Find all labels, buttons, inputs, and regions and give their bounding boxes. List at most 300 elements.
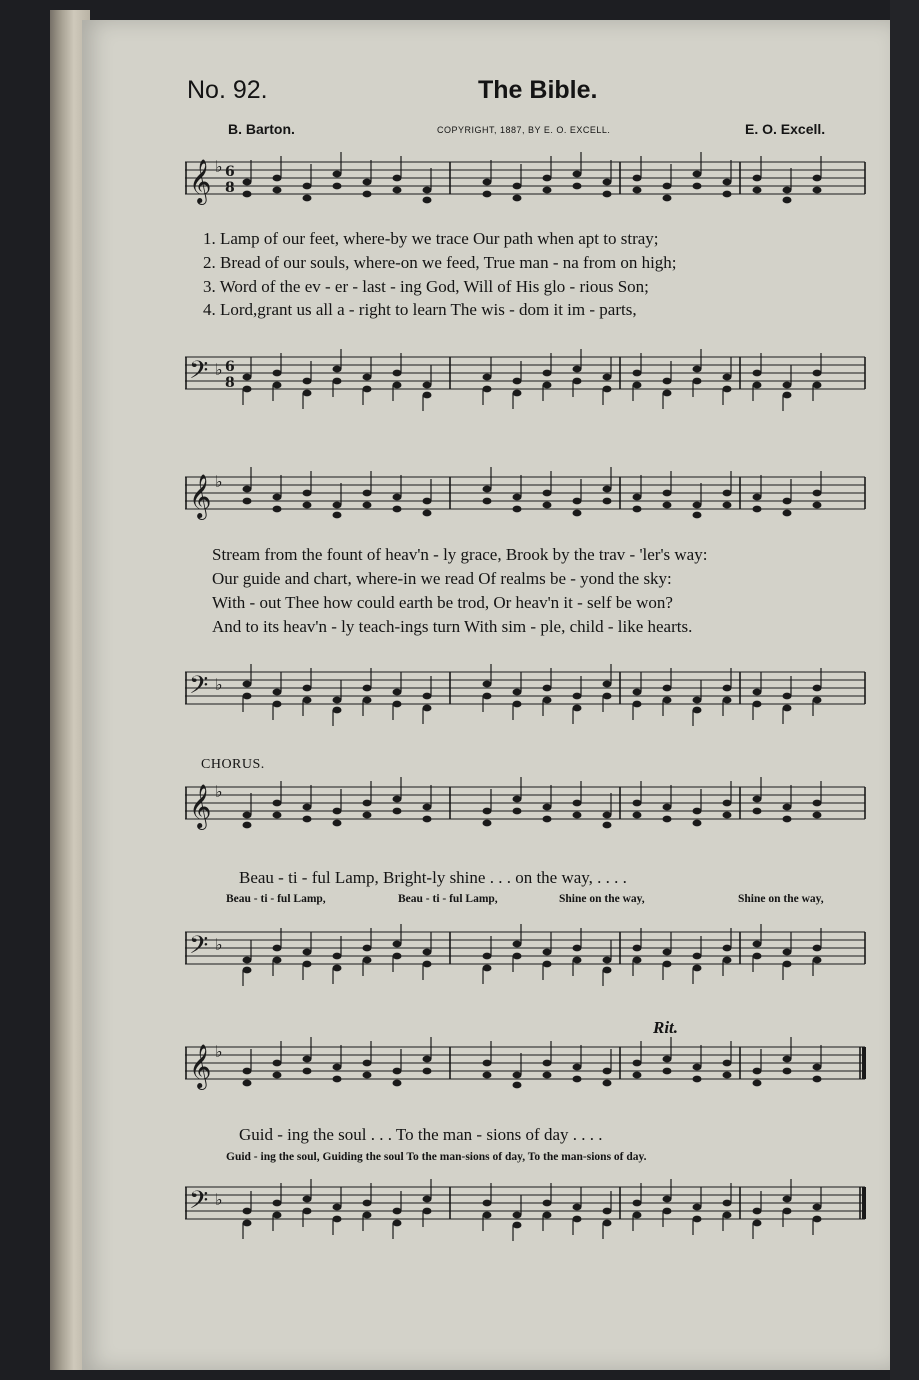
- bass-staff-chorus-2: [185, 1175, 875, 1245]
- note-head: [483, 965, 492, 972]
- note-head: [633, 945, 642, 952]
- chorus-echo-1c: Shine on the way,: [559, 893, 645, 905]
- note-head: [603, 386, 612, 393]
- note-head: [273, 1212, 282, 1219]
- note-head: [783, 1056, 792, 1063]
- bass-clef-icon: 𝄢: [189, 931, 209, 966]
- note-head: [573, 498, 582, 505]
- note-head: [813, 175, 822, 182]
- note-head: [483, 820, 492, 827]
- note-head: [513, 506, 522, 513]
- flat-key-signature-icon: ♭: [215, 157, 223, 176]
- note-head: [423, 705, 432, 712]
- note-head: [753, 382, 762, 389]
- note-head: [333, 820, 342, 827]
- chorus-echo-1b: Beau - ti - ful Lamp,: [398, 893, 498, 905]
- note-head: [813, 800, 822, 807]
- note-head: [303, 183, 312, 190]
- note-head: [513, 390, 522, 397]
- note-head: [363, 685, 372, 692]
- note-head: [663, 1068, 672, 1075]
- note-head: [273, 187, 282, 194]
- note-head: [393, 370, 402, 377]
- note-head: [663, 697, 672, 704]
- treble-staff-chorus-2: [185, 1035, 875, 1105]
- note-head: [543, 175, 552, 182]
- flat-key-signature-icon: ♭: [215, 782, 223, 801]
- note-head: [483, 179, 492, 186]
- note-head: [333, 808, 342, 815]
- note-head: [813, 812, 822, 819]
- note-head: [543, 685, 552, 692]
- words-credit: B. Barton.: [228, 121, 295, 137]
- note-head: [273, 689, 282, 696]
- time-signature-top: 6: [225, 164, 235, 180]
- note-head: [573, 171, 582, 178]
- note-head: [783, 392, 792, 399]
- note-head: [513, 494, 522, 501]
- note-head: [723, 957, 732, 964]
- note-head: [423, 382, 432, 389]
- note-head: [243, 1220, 252, 1227]
- bass-clef-icon: 𝄢: [189, 671, 209, 706]
- note-head: [513, 1072, 522, 1079]
- note-head: [363, 179, 372, 186]
- note-head: [693, 502, 702, 509]
- note-head: [663, 490, 672, 497]
- note-head: [633, 1212, 642, 1219]
- note-head: [693, 697, 702, 704]
- note-head: [543, 1200, 552, 1207]
- note-head: [243, 386, 252, 393]
- note-head: [573, 378, 582, 385]
- note-head: [753, 808, 762, 815]
- note-head: [483, 693, 492, 700]
- note-head: [243, 498, 252, 505]
- treble-staff-chorus-1: [185, 775, 875, 845]
- note-head: [753, 941, 762, 948]
- note-head: [723, 685, 732, 692]
- note-head: [303, 490, 312, 497]
- note-head: [333, 378, 342, 385]
- flat-key-signature-icon: ♭: [215, 1190, 223, 1209]
- note-head: [783, 1068, 792, 1075]
- note-head: [813, 685, 822, 692]
- note-head: [393, 382, 402, 389]
- note-head: [753, 689, 762, 696]
- note-head: [243, 1080, 252, 1087]
- note-head: [783, 1208, 792, 1215]
- hymn-number: No. 92.: [187, 76, 268, 104]
- note-head: [363, 374, 372, 381]
- verse-4-line-1: 4. Lord,grant us all a - right to learn The wis - dom it im - parts,: [203, 300, 637, 319]
- ritardando-marking: Rit.: [653, 1018, 679, 1037]
- note-head: [603, 1208, 612, 1215]
- note-head: [813, 187, 822, 194]
- treble-staff-system-2: [185, 465, 875, 535]
- note-head: [723, 1200, 732, 1207]
- note-head: [603, 1068, 612, 1075]
- note-head: [723, 502, 732, 509]
- note-head: [663, 183, 672, 190]
- note-head: [393, 1080, 402, 1087]
- note-head: [273, 812, 282, 819]
- note-head: [393, 796, 402, 803]
- note-head: [663, 378, 672, 385]
- verse-2-line-1: 2. Bread of our souls, where-on we feed, True man - na from on high;: [203, 253, 677, 272]
- note-head: [783, 510, 792, 517]
- note-head: [723, 374, 732, 381]
- note-head: [273, 945, 282, 952]
- bass-staff-system-1: [185, 345, 875, 415]
- note-head: [663, 685, 672, 692]
- note-head: [423, 816, 432, 823]
- verse-1-line-1: 1. Lamp of our feet, where-by we trace Our path when apt to stray;: [203, 229, 659, 248]
- note-head: [363, 1212, 372, 1219]
- note-head: [693, 808, 702, 815]
- note-head: [603, 812, 612, 819]
- note-head: [753, 1080, 762, 1087]
- note-head: [273, 1060, 282, 1067]
- note-head: [333, 1204, 342, 1211]
- note-head: [513, 1212, 522, 1219]
- final-bar-line: [862, 1047, 866, 1079]
- note-head: [363, 1060, 372, 1067]
- note-head: [333, 965, 342, 972]
- chorus-lyrics-1: Beau - ti - ful Lamp, Bright-ly shine . . . on the way, . . . .: [239, 868, 627, 887]
- note-head: [693, 183, 702, 190]
- note-head: [333, 953, 342, 960]
- note-head: [243, 179, 252, 186]
- note-head: [633, 1200, 642, 1207]
- note-head: [543, 961, 552, 968]
- note-head: [693, 366, 702, 373]
- bass-staff-system-2: [185, 660, 875, 730]
- note-head: [633, 812, 642, 819]
- note-head: [273, 800, 282, 807]
- note-head: [423, 498, 432, 505]
- note-head: [363, 945, 372, 952]
- note-head: [573, 957, 582, 964]
- verse-3-line-2: With - out Thee how could earth be trod, Or heav'n it - self be won?: [212, 593, 673, 612]
- note-head: [393, 187, 402, 194]
- note-head: [393, 941, 402, 948]
- note-head: [723, 1212, 732, 1219]
- chorus-echo-2: Guid - ing the soul, Guiding the soul To the man-sions of day, To the man-sions of day.: [226, 1151, 647, 1163]
- note-head: [633, 1060, 642, 1067]
- note-head: [303, 195, 312, 202]
- note-head: [303, 1068, 312, 1075]
- note-head: [483, 1072, 492, 1079]
- note-head: [423, 1196, 432, 1203]
- note-head: [693, 953, 702, 960]
- note-head: [483, 486, 492, 493]
- note-head: [303, 685, 312, 692]
- note-head: [783, 1196, 792, 1203]
- note-head: [813, 490, 822, 497]
- note-head: [783, 961, 792, 968]
- note-head: [813, 1076, 822, 1083]
- note-head: [243, 374, 252, 381]
- note-head: [393, 689, 402, 696]
- note-head: [513, 701, 522, 708]
- note-head: [603, 498, 612, 505]
- note-head: [693, 965, 702, 972]
- verse-4-line-2: And to its heav'n - ly teach-ings turn With sim - ple, child - like hearts.: [212, 617, 693, 636]
- note-head: [573, 800, 582, 807]
- note-head: [693, 378, 702, 385]
- note-head: [753, 1068, 762, 1075]
- note-head: [813, 957, 822, 964]
- note-head: [363, 1072, 372, 1079]
- note-head: [603, 822, 612, 829]
- treble-clef-icon: 𝄞: [189, 474, 212, 518]
- chorus-lyrics-2: Guid - ing the soul . . . To the man - sions of day . . . .: [239, 1125, 603, 1144]
- note-head: [243, 1068, 252, 1075]
- note-head: [273, 506, 282, 513]
- note-head: [273, 175, 282, 182]
- note-head: [333, 512, 342, 519]
- note-head: [483, 498, 492, 505]
- note-head: [543, 382, 552, 389]
- note-head: [423, 693, 432, 700]
- note-head: [783, 498, 792, 505]
- hymn-title: The Bible.: [478, 76, 598, 104]
- note-head: [363, 1200, 372, 1207]
- note-head: [633, 494, 642, 501]
- treble-clef-icon: 𝄞: [189, 1044, 212, 1088]
- note-head: [333, 366, 342, 373]
- note-head: [483, 808, 492, 815]
- note-head: [723, 1072, 732, 1079]
- note-head: [753, 1208, 762, 1215]
- note-head: [273, 957, 282, 964]
- bass-clef-icon: 𝄢: [189, 356, 209, 391]
- note-head: [273, 382, 282, 389]
- note-head: [483, 1060, 492, 1067]
- note-head: [663, 961, 672, 968]
- note-head: [543, 949, 552, 956]
- note-head: [423, 1056, 432, 1063]
- note-head: [363, 697, 372, 704]
- note-head: [303, 378, 312, 385]
- note-head: [603, 957, 612, 964]
- note-head: [813, 945, 822, 952]
- note-head: [633, 382, 642, 389]
- note-head: [693, 1064, 702, 1071]
- verse-1-line-2: Stream from the fount of heav'n - ly grace, Brook by the trav - 'ler's way:: [212, 545, 708, 564]
- note-head: [753, 370, 762, 377]
- note-head: [633, 370, 642, 377]
- note-head: [363, 957, 372, 964]
- note-head: [753, 175, 762, 182]
- note-head: [513, 183, 522, 190]
- note-head: [243, 486, 252, 493]
- note-head: [603, 486, 612, 493]
- note-head: [333, 1076, 342, 1083]
- note-head: [783, 197, 792, 204]
- note-head: [303, 949, 312, 956]
- note-head: [303, 961, 312, 968]
- note-head: [603, 693, 612, 700]
- note-head: [483, 386, 492, 393]
- note-head: [513, 378, 522, 385]
- note-head: [513, 796, 522, 803]
- note-head: [753, 187, 762, 194]
- note-head: [363, 800, 372, 807]
- note-head: [723, 191, 732, 198]
- note-head: [663, 1056, 672, 1063]
- note-head: [573, 705, 582, 712]
- note-head: [753, 953, 762, 960]
- note-head: [663, 804, 672, 811]
- note-head: [513, 808, 522, 815]
- note-head: [603, 681, 612, 688]
- note-head: [723, 1060, 732, 1067]
- note-head: [483, 1200, 492, 1207]
- note-head: [393, 808, 402, 815]
- note-head: [363, 191, 372, 198]
- note-head: [783, 949, 792, 956]
- note-head: [543, 1072, 552, 1079]
- note-head: [753, 506, 762, 513]
- verse-3-line-1: 3. Word of the ev - er - last - ing God, Will of His glo - rious Son;: [203, 277, 649, 296]
- note-head: [693, 1076, 702, 1083]
- chorus-echo-1a: Beau - ti - ful Lamp,: [226, 893, 326, 905]
- note-head: [633, 957, 642, 964]
- note-head: [633, 1072, 642, 1079]
- note-head: [633, 701, 642, 708]
- final-bar-line: [862, 1187, 866, 1219]
- flat-key-signature-icon: ♭: [215, 1042, 223, 1061]
- note-head: [603, 191, 612, 198]
- note-head: [543, 816, 552, 823]
- note-head: [483, 374, 492, 381]
- note-head: [573, 693, 582, 700]
- note-head: [573, 183, 582, 190]
- note-head: [273, 1072, 282, 1079]
- note-head: [783, 693, 792, 700]
- note-head: [633, 175, 642, 182]
- note-head: [303, 816, 312, 823]
- note-head: [813, 382, 822, 389]
- note-head: [723, 179, 732, 186]
- note-head: [513, 953, 522, 960]
- note-head: [543, 502, 552, 509]
- note-head: [483, 953, 492, 960]
- flat-key-signature-icon: ♭: [215, 360, 223, 379]
- note-head: [273, 1200, 282, 1207]
- note-head: [423, 510, 432, 517]
- note-head: [783, 382, 792, 389]
- note-head: [483, 1212, 492, 1219]
- note-head: [813, 502, 822, 509]
- note-head: [753, 1220, 762, 1227]
- note-head: [813, 370, 822, 377]
- note-head: [243, 822, 252, 829]
- note-head: [753, 494, 762, 501]
- note-head: [573, 1064, 582, 1071]
- note-head: [303, 390, 312, 397]
- note-head: [243, 1208, 252, 1215]
- note-head: [243, 812, 252, 819]
- note-head: [243, 967, 252, 974]
- note-head: [363, 812, 372, 819]
- note-head: [483, 191, 492, 198]
- note-head: [603, 179, 612, 186]
- note-head: [723, 945, 732, 952]
- note-head: [603, 1080, 612, 1087]
- flat-key-signature-icon: ♭: [215, 935, 223, 954]
- note-head: [573, 1204, 582, 1211]
- note-head: [333, 1064, 342, 1071]
- note-head: [243, 681, 252, 688]
- chorus-label: CHORUS.: [201, 757, 265, 772]
- note-head: [303, 1056, 312, 1063]
- copyright-notice: COPYRIGHT, 1887, BY E. O. EXCELL.: [437, 125, 611, 135]
- note-head: [423, 804, 432, 811]
- note-head: [423, 197, 432, 204]
- note-head: [333, 502, 342, 509]
- note-head: [513, 941, 522, 948]
- note-head: [543, 697, 552, 704]
- note-head: [243, 693, 252, 700]
- note-head: [423, 1068, 432, 1075]
- treble-staff-system-1: [185, 150, 875, 220]
- note-head: [573, 1076, 582, 1083]
- note-head: [633, 506, 642, 513]
- note-head: [543, 370, 552, 377]
- note-head: [723, 812, 732, 819]
- note-head: [483, 681, 492, 688]
- note-head: [423, 949, 432, 956]
- note-head: [813, 697, 822, 704]
- note-head: [363, 490, 372, 497]
- note-head: [543, 1060, 552, 1067]
- note-head: [543, 490, 552, 497]
- note-head: [273, 701, 282, 708]
- music-credit: E. O. Excell.: [745, 121, 826, 137]
- note-head: [663, 195, 672, 202]
- note-head: [423, 1208, 432, 1215]
- note-head: [723, 490, 732, 497]
- note-head: [693, 820, 702, 827]
- note-head: [393, 506, 402, 513]
- note-head: [333, 707, 342, 714]
- note-head: [393, 494, 402, 501]
- time-signature-bottom: 8: [225, 180, 235, 196]
- note-head: [513, 689, 522, 696]
- flat-key-signature-icon: ♭: [215, 472, 223, 491]
- treble-clef-icon: 𝄞: [189, 784, 212, 828]
- note-head: [363, 386, 372, 393]
- bass-staff-chorus-1: [185, 920, 875, 990]
- note-head: [783, 705, 792, 712]
- note-head: [303, 697, 312, 704]
- note-head: [303, 1196, 312, 1203]
- note-head: [333, 1216, 342, 1223]
- scan-background: [890, 0, 919, 1380]
- note-head: [303, 502, 312, 509]
- note-head: [393, 1220, 402, 1227]
- note-head: [573, 366, 582, 373]
- note-head: [333, 171, 342, 178]
- note-head: [573, 510, 582, 517]
- note-head: [693, 171, 702, 178]
- note-head: [783, 804, 792, 811]
- flat-key-signature-icon: ♭: [215, 675, 223, 694]
- note-head: [723, 386, 732, 393]
